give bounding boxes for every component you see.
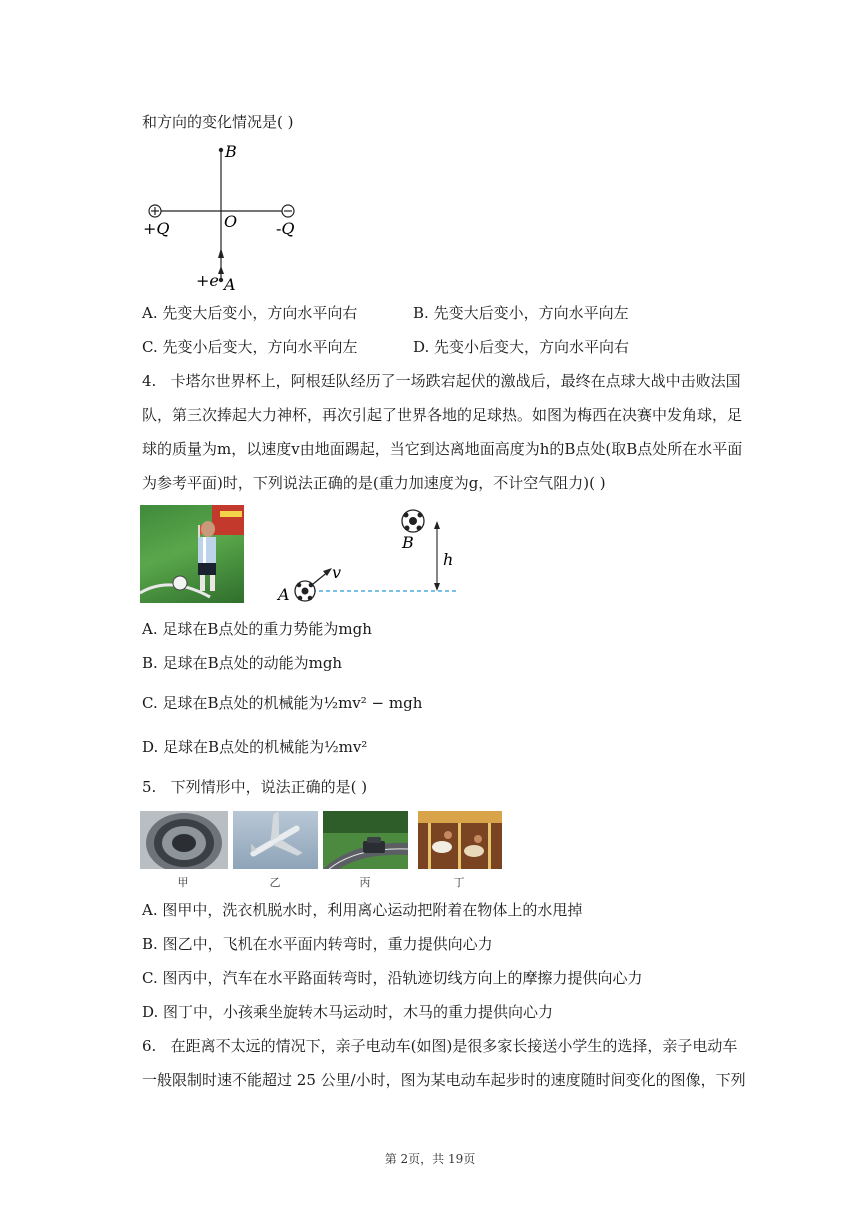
q4-label-B: B — [402, 533, 414, 552]
q3-label-B: B — [225, 142, 237, 161]
q5-washing-machine-photo — [140, 811, 228, 869]
q3-label-A: A — [224, 275, 236, 292]
q5-number: 5. — [142, 778, 157, 796]
q3-option-d-key: D. — [413, 338, 430, 356]
q5-caption-bing: 丙 — [359, 876, 371, 889]
q4-number: 4. — [142, 372, 157, 390]
q3-option-a-key: A. — [142, 304, 158, 322]
q4-option-c — [142, 692, 422, 714]
q5-caption-yi: 乙 — [269, 876, 281, 889]
q5-option-a — [142, 899, 582, 921]
q5-option-b-text: 图乙中，飞机在水平面内转弯时，重力提供向心力 — [162, 935, 493, 953]
q4-corner-kick-photo — [140, 505, 244, 603]
q5-option-c-text: 图丙中，汽车在水平路面转弯时，沿轨迹切线方向上的摩擦力提供向心力 — [162, 969, 643, 987]
q4-option-b — [142, 652, 342, 674]
q5-option-a-key: A. — [142, 901, 158, 919]
q4-option-c-key: C. — [142, 694, 158, 712]
q5-option-d-key: D. — [142, 1003, 159, 1021]
q4-label-v: v — [332, 563, 342, 582]
q4-option-a-key: A. — [142, 620, 158, 638]
q5-option-c-key: C. — [142, 969, 158, 987]
q4-option-d-text: 足球在B点处的机械能为½mv² — [163, 738, 368, 756]
q4-option-d — [142, 736, 367, 758]
q5-option-a-text: 图甲中，洗衣机脱水时，利用离心运动把附着在物体上的水甩掉 — [162, 901, 583, 919]
q4-label-A: A — [278, 585, 290, 604]
q3-field-diagram — [140, 140, 310, 292]
q6-stem-line-2: 一般限制时速不能超过 25 公里/小时，图为某电动车起步时的速度随时间变化的图像，下列 — [142, 1071, 746, 1089]
q3-option-b — [413, 302, 629, 324]
q5-car-road-photo — [323, 811, 408, 869]
q4-stem-line-2: 队，第三次捧起大力神杯，再次引起了世界各地的足球热。如图为梅西在决赛中发角球，足 — [142, 406, 743, 424]
q5-airplane-photo — [233, 811, 318, 869]
q3-label-minusQ: -Q — [276, 219, 295, 238]
q5-option-c — [142, 967, 643, 989]
q3-option-b-text: 先变大后变小，方向水平向左 — [433, 304, 629, 322]
q3-option-c-text: 先变小后变大，方向水平向左 — [162, 338, 358, 356]
q3-stem-tail: 和方向的变化情况是( ) — [142, 113, 294, 131]
q4-label-h: h — [443, 550, 454, 569]
q5-option-d — [142, 1001, 553, 1023]
q3-option-a-text: 先变大后变小，方向水平向右 — [162, 304, 358, 322]
q3-label-e: +e — [196, 271, 219, 290]
q4-option-d-key: D. — [142, 738, 159, 756]
q5-stem — [142, 776, 367, 798]
page-footer: 第 2页，共 19页 — [384, 1152, 476, 1166]
q3-label-O: O — [224, 212, 238, 231]
q3-option-d — [413, 336, 629, 358]
q5-option-b-key: B. — [142, 935, 158, 953]
q4-stem-text-1: 卡塔尔世界杯上，阿根廷队经历了一场跌宕起伏的激战后，最终在点球大战中击败法国 — [170, 372, 741, 390]
q3-option-b-key: B. — [413, 304, 429, 322]
q4-option-a — [142, 618, 372, 640]
q4-stem-line-3: 球的质量为m，以速度v由地面踢起，当它到达离地面高度为h的B点处(取B点处所在水平面 — [142, 440, 743, 458]
q5-carousel-photo — [418, 811, 502, 869]
q3-option-c — [142, 336, 358, 358]
q5-caption-ding: 丁 — [453, 876, 465, 889]
q4-option-b-text: 足球在B点处的动能为mgh — [162, 654, 343, 672]
q5-option-b — [142, 933, 493, 955]
q4-option-b-key: B. — [142, 654, 158, 672]
q4-trajectory-diagram — [272, 505, 472, 605]
q3-label-plusQ: +Q — [143, 219, 170, 238]
q6-stem-text-1: 在距离不太远的情况下，亲子电动车(如图)是很多家长接送小学生的选择，亲子电动车 — [170, 1037, 738, 1055]
q5-option-d-text: 图丁中，小孩乘坐旋转木马运动时，木马的重力提供向心力 — [163, 1003, 554, 1021]
q4-option-c-text: 足球在B点处的机械能为½mv² − mgh — [162, 694, 423, 712]
q3-option-c-key: C. — [142, 338, 158, 356]
q3-option-d-text: 先变小后变大，方向水平向右 — [434, 338, 630, 356]
q5-stem-text: 下列情形中，说法正确的是( ) — [170, 778, 368, 796]
q6-stem-line-1 — [142, 1035, 737, 1057]
q4-option-a-text: 足球在B点处的重力势能为mgh — [162, 620, 372, 638]
q6-number: 6. — [142, 1037, 157, 1055]
q3-option-a — [142, 302, 357, 324]
q4-stem-line-1 — [142, 370, 741, 392]
q5-caption-jia: 甲 — [177, 876, 189, 889]
q4-stem-line-4: 为参考平面)时，下列说法正确的是(重力加速度为g，不计空气阻力)( ) — [142, 474, 606, 492]
